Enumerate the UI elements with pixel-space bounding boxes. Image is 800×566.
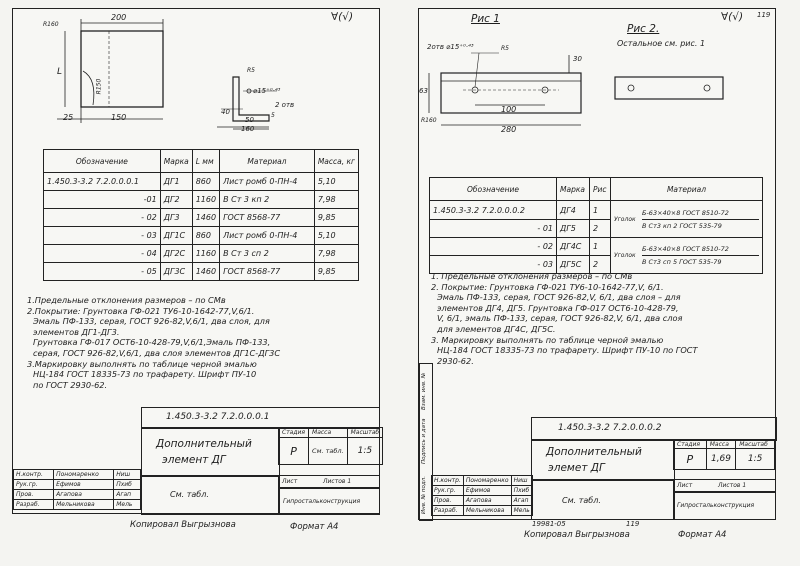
table-row: [44, 227, 359, 245]
cell-profile: Уголок: [611, 238, 640, 274]
cell-designation: - 02: [430, 238, 557, 256]
stamp-number: 19981-05: [532, 520, 566, 528]
material-box: [531, 479, 675, 520]
note-line: 3.Маркировку выполнять по таблице черной эмалью: [27, 358, 257, 369]
sign-role: Н.контр.: [14, 470, 54, 480]
roughness-mark: ∀(√): [331, 11, 354, 23]
sign-name: Агапова: [463, 496, 511, 506]
cell-mass: 5,10: [314, 227, 358, 245]
sign-name: Ефимов: [463, 486, 511, 496]
dim-30: 30: [573, 55, 582, 63]
note-line: Грунтовка ГФ-017 ОСТ6-10-428-79,V,6/1,Эмаль ПФ-133,: [33, 337, 271, 348]
col-designation: Обозначение: [44, 150, 161, 173]
cell-mark: ДГ2С: [160, 245, 192, 263]
sign-signature: Ниш: [114, 470, 141, 480]
title-code-box: [531, 417, 777, 441]
dim-r160: R160: [421, 117, 437, 124]
signature-table: [13, 469, 141, 510]
title-name-1: Дополнительный: [546, 446, 642, 458]
cell-mass: 5,10: [314, 173, 358, 191]
table-row: [44, 191, 359, 209]
table-row: [432, 476, 533, 486]
sheets-label: Листов 1: [323, 478, 352, 485]
dim-r160: R160: [43, 21, 59, 28]
sign-name: Агапова: [54, 490, 114, 500]
cell-figure: 2: [590, 220, 611, 238]
cell-material: [639, 238, 763, 274]
note-line: элементов ДГ1-ДГ3.: [33, 326, 120, 337]
dim-50: 50: [245, 116, 254, 124]
cell-mark: ДГ3С: [160, 263, 192, 281]
cell-mark: ДГ4С: [557, 238, 590, 256]
sign-role: Пров.: [432, 496, 464, 506]
note-line: НЦ-184 ГОСТ 18335-73 по трафарету. Шрифт ПУ-10 по ГОСТ: [437, 345, 698, 356]
format-right: Формат А4: [678, 530, 727, 540]
col-mass: Масса, кг: [314, 150, 358, 173]
sheet-label: Лист: [282, 478, 298, 485]
sign-signature: Мель: [114, 500, 141, 510]
stamp-page: 119: [626, 520, 640, 528]
note-line: Эмаль ПФ-133, серая, ГОСТ 926-82,V,6/1, два слоя, для: [33, 316, 270, 327]
table-row: [432, 486, 533, 496]
col-material: Материал: [611, 178, 763, 201]
sheet-label: Лист: [677, 482, 693, 489]
note-line: 1. Предельные отклонения размеров – по СМв: [431, 271, 633, 281]
table-row: [14, 490, 141, 500]
cell-mark: ДГ3: [160, 209, 192, 227]
title-name-box: [141, 427, 280, 477]
cell-material: ГОСТ 8568-77: [220, 209, 315, 227]
cell-material: ГОСТ 8568-77: [220, 263, 315, 281]
table-row: [14, 480, 141, 490]
table-row: [430, 238, 763, 256]
dim-l: L: [57, 67, 63, 77]
col-designation: Обозначение: [430, 178, 557, 201]
note-line: 1.Предельные отклонения размеров – по СМв: [27, 295, 226, 305]
stage-value: Р: [674, 449, 707, 470]
sign-role: Разраб.: [14, 500, 54, 510]
table-row: [14, 500, 141, 510]
dim-r5: R5: [247, 67, 255, 74]
sign-role: Рук.гр.: [432, 486, 464, 496]
dim-r150: R150: [95, 78, 103, 95]
dim-63: 63: [419, 87, 428, 95]
cell-designation: -01: [44, 191, 161, 209]
side-label-inv: Инв. № подл.: [421, 476, 427, 514]
cell-profile: Уголок: [611, 201, 640, 238]
cell-length: 1160: [192, 191, 219, 209]
scale-label: Масштаб: [347, 428, 383, 438]
col-mark: Марка: [160, 150, 192, 173]
drawing-sheet-left: [12, 8, 380, 514]
cell-designation: 1.450.3-3.2 7.2.0.0.0.1: [44, 173, 161, 191]
cell-material: В Ст 3 сп 2: [220, 245, 315, 263]
material-text: См. табл.: [170, 490, 209, 499]
dim-holes: 2отв ⌀15⁺⁰·⁴³: [427, 43, 474, 51]
stage-label: Стадия: [674, 440, 707, 449]
table-row: [44, 209, 359, 227]
cell-designation: - 05: [44, 263, 161, 281]
title-name-2: элемент ДГ: [162, 454, 226, 466]
signature-table: [431, 475, 533, 516]
cell-mark: ДГ5: [557, 220, 590, 238]
cell-figure: 1: [590, 201, 611, 220]
note-line: НЦ-184 ГОСТ 18335-73 по трафарету. Шрифт ПУ-10: [33, 369, 257, 380]
dim-hole: ⌀15⁺⁰·⁴³: [253, 87, 281, 95]
cell-mass: 9,85: [314, 209, 358, 227]
org-name: Гипростальконструкция: [677, 502, 755, 509]
document-code: 1.450.3-3.2 7.2.0.0.0.1: [166, 412, 270, 422]
cell-length: 1160: [192, 245, 219, 263]
sign-signature: Пхиб: [114, 480, 141, 490]
note-line: 2. Покрытие: Грунтовка ГФ-021 ТУ6-10-1642-77,V, 6/1.: [431, 281, 664, 292]
note-line: для элементов ДГ4С, ДГ5С.: [437, 323, 556, 334]
roughness-mark: ∀(√): [721, 11, 744, 23]
note-line: 3. Маркировку выполнять по таблице черной эмалью: [431, 334, 664, 345]
page-number: 119: [757, 11, 771, 19]
table-row: [430, 201, 763, 220]
dim-280: 280: [501, 125, 517, 134]
material-text: См. табл.: [562, 496, 601, 505]
cell-material: В Ст 3 кп 2: [220, 191, 315, 209]
spec-header-row: [44, 150, 359, 173]
table-row: [44, 263, 359, 281]
document-code: 1.450.3-3.2 7.2.0.0.0.2: [558, 423, 662, 433]
scale-value: 1:5: [736, 449, 775, 470]
stage-value: Р: [279, 438, 309, 465]
sign-name: Мельникова: [54, 500, 114, 510]
cell-mass: 7,98: [314, 245, 358, 263]
note-line: по ГОСТ 2930-62.: [33, 379, 108, 390]
note-line: 2930-62.: [437, 355, 474, 366]
angle-drawing: [419, 9, 775, 149]
cell-figure: 2: [590, 256, 611, 274]
cell-length: 860: [192, 173, 219, 191]
dim-200: 200: [111, 13, 127, 22]
mass-label: Масса: [706, 440, 736, 449]
drawing-sheet-right: [418, 8, 776, 520]
notes: [27, 295, 280, 390]
stage-label: Стадия: [279, 428, 309, 438]
material-line-2: В Ст3 сп 5 ГОСТ 535-79: [642, 258, 722, 266]
material-line-2: В Ст3 кп 2 ГОСТ 535-79: [642, 221, 722, 230]
title-name-1: Дополнительный: [156, 438, 252, 450]
sign-role: Рук.гр.: [14, 480, 54, 490]
org-name: Гипростальконструкция: [283, 498, 361, 505]
col-material: Материал: [220, 150, 315, 173]
dim-150: 150: [111, 113, 127, 122]
sign-role: Разраб.: [432, 506, 464, 516]
mass-value: См. табл.: [309, 438, 348, 465]
material-line-1: Б-63×40×8 ГОСТ 8510-72: [642, 243, 759, 256]
title-code-box: [141, 407, 380, 429]
material-box: [141, 475, 280, 515]
note-line: 2.Покрытие: Грунтовка ГФ-021 ТУ6-10-1642-77,V,6/1.: [27, 305, 255, 316]
col-figure: Рис: [590, 178, 611, 201]
side-label-replace: Взам. инв. №: [421, 372, 427, 410]
cell-material: [639, 201, 763, 238]
sheets-label: Листов 1: [718, 482, 747, 489]
dim-5: 5: [271, 112, 275, 119]
stage-table: [673, 439, 775, 470]
material-line-1: Б-63×40×8 ГОСТ 8510-72: [642, 207, 759, 220]
plate-drawing: [13, 9, 379, 149]
sign-signature: Пхиб: [511, 486, 532, 496]
sign-name: Ефимов: [54, 480, 114, 490]
sign-signature: Ниш: [511, 476, 532, 486]
cell-designation: - 04: [44, 245, 161, 263]
org-box: [278, 487, 380, 515]
table-row: [44, 173, 359, 191]
note-line: V, 6/1, эмаль ПФ-133, серая, ГОСТ 926-82,V, 6/1, два слоя: [437, 313, 683, 324]
cell-designation: - 03: [430, 256, 557, 274]
scale-value: 1:5: [347, 438, 383, 465]
figure-2-title: Рис 2.: [627, 23, 660, 35]
dim-100: 100: [501, 105, 517, 114]
figure-2-note: Остальное см. рис. 1: [617, 39, 706, 48]
table-row: [14, 470, 141, 480]
cell-mark: ДГ2: [160, 191, 192, 209]
note-line: элементов ДГ4, ДГ5. Грунтовка ГФ-017 ОСТ6-10-428-79,: [437, 302, 679, 313]
sign-signature: Агап: [511, 496, 532, 506]
table-row: [44, 245, 359, 263]
cell-mass: 9,85: [314, 263, 358, 281]
notes: [431, 271, 698, 366]
org-box: [673, 491, 776, 520]
format-left: Формат А4: [290, 522, 339, 532]
cell-mass: 7,98: [314, 191, 358, 209]
cell-figure: 1: [590, 238, 611, 256]
col-mark: Марка: [557, 178, 590, 201]
scale-label: Масштаб: [736, 440, 775, 449]
copied-by-left: Копировал Выгрызнова: [130, 520, 236, 530]
cell-designation: 1.450.3-3.2 7.2.0.0.0.2: [430, 201, 557, 220]
sign-signature: Агап: [114, 490, 141, 500]
figure-1-title: Рис 1: [471, 13, 500, 25]
cell-material: Лист ромб 0-ПН-4: [220, 227, 315, 245]
spec-table: [429, 177, 763, 274]
cell-length: 1460: [192, 209, 219, 227]
note-line: Эмаль ПФ-133, серая, ГОСТ 926-82,V, 6/1, два слоя – для: [437, 292, 681, 303]
cell-designation: - 03: [44, 227, 161, 245]
spec-header-row: [430, 178, 763, 201]
cell-designation: - 02: [44, 209, 161, 227]
dim-40: 40: [221, 108, 230, 116]
sign-name: Пономаренко: [463, 476, 511, 486]
sign-role: Н.контр.: [432, 476, 464, 486]
cell-mark: ДГ5С: [557, 256, 590, 274]
cell-mark: ДГ4: [557, 201, 590, 220]
title-name-box: [531, 439, 675, 481]
note-line: серая, ГОСТ 926-82,V,6/1, два слоя элементов ДГ1С-ДГ3С: [33, 347, 281, 358]
dim-r5: R5: [501, 45, 509, 52]
dim-holes-count: 2 отв: [275, 101, 295, 109]
cell-length: 1460: [192, 263, 219, 281]
mass-label: Масса: [309, 428, 348, 438]
sign-name: Мельникова: [463, 506, 511, 516]
cell-mark: ДГ1С: [160, 227, 192, 245]
sign-signature: Мель: [511, 506, 532, 516]
cell-material: Лист ромб 0-ПН-4: [220, 173, 315, 191]
table-row: [432, 496, 533, 506]
copied-by-right: Копировал Выгрызнова: [524, 530, 630, 540]
cell-designation: - 01: [430, 220, 557, 238]
sign-role: Пров.: [14, 490, 54, 500]
table-row: [432, 506, 533, 516]
stage-table: [278, 427, 383, 465]
mass-value: 1,69: [706, 449, 736, 470]
cell-length: 860: [192, 227, 219, 245]
sign-name: Пономаренко: [54, 470, 114, 480]
col-length: L мм: [192, 150, 219, 173]
spec-table: [43, 149, 359, 281]
title-name-2: элемет ДГ: [548, 462, 605, 474]
dim-160: 160: [241, 125, 255, 133]
side-label-sign: Подпись и дата: [421, 418, 427, 464]
dim-25: 25: [63, 113, 74, 122]
cell-mark: ДГ1: [160, 173, 192, 191]
